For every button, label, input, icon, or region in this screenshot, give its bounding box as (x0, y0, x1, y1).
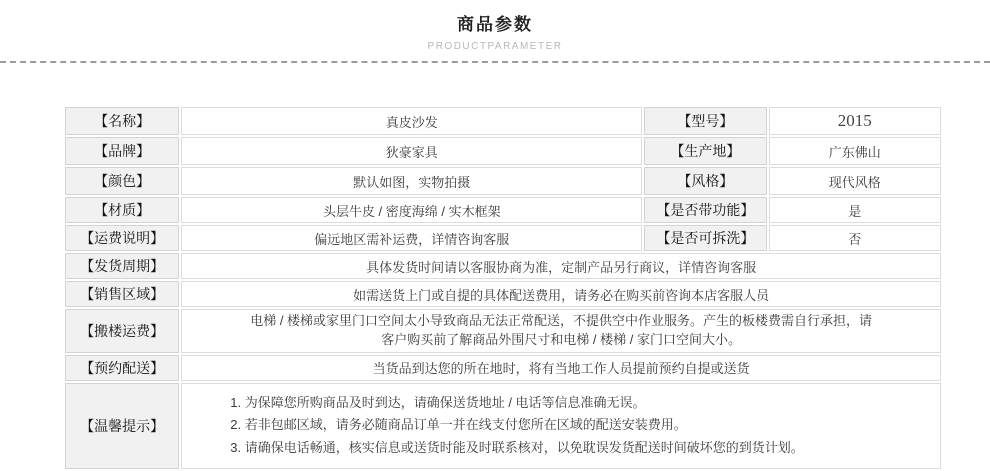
tip-line-3: 3. 请确保电话畅通，核实信息或送货时能及时联系核对，以免耽误发货配送时间破坏您的到货计划。 (230, 440, 804, 456)
table-row-shipping-washable (65, 225, 941, 251)
table-row-tips (65, 383, 941, 469)
product-params-table (63, 105, 943, 471)
param-value-delivery-cycle: 具体发货时间请以客服协商为准，定制产品另行商议，详情咨询客服 (181, 253, 941, 279)
param-value-origin: 广东佛山 (769, 137, 941, 165)
param-value-has-function: 是 (769, 197, 941, 223)
tip-line-1: 1. 为保障您所购商品及时到达，请确保送货地址 / 电话等信息准确无误。 (230, 394, 646, 410)
param-value-moving-fee (181, 309, 941, 353)
param-value-model: 2015 (769, 107, 941, 135)
param-label-tips: 【温馨提示】 (65, 383, 179, 469)
table-row-sales-region (65, 281, 941, 307)
param-label-washable: 【是否可拆洗】 (644, 225, 766, 251)
moving-fee-line-1: 电梯 / 楼梯或家里门口空间太小导致商品无法正常配送，不提供空中作业服务。产生的板楼费需自行承担，请 (250, 313, 873, 328)
param-label-origin: 【生产地】 (644, 137, 766, 165)
param-value-sales-region: 如需送货上门或自提的具体配送费用，请务必在购买前咨询本店客服人员 (181, 281, 941, 307)
param-value-shipping-note: 偏远地区需补运费，详情咨询客服 (181, 225, 642, 251)
dashed-divider (0, 61, 990, 63)
param-value-tips (181, 383, 941, 469)
param-label-delivery-cycle: 【发货周期】 (65, 253, 179, 279)
page-title: 商品参数 (457, 15, 533, 34)
param-label-model: 【型号】 (644, 107, 766, 135)
param-value-brand: 狄豪家具 (181, 137, 642, 165)
table-row-delivery-cycle (65, 253, 941, 279)
param-value-style: 现代风格 (769, 167, 941, 195)
tip-line-2: 2. 若非包邮区域，请务必随商品订单一并在线支付您所在区域的配送安装费用。 (230, 417, 687, 433)
param-value-color: 默认如图，实物拍摄 (181, 167, 642, 195)
param-label-sales-region: 【销售区域】 (65, 281, 179, 307)
table-row-moving-fee (65, 309, 941, 353)
table-row-appointment-delivery (65, 355, 941, 381)
param-label-brand: 【品牌】 (65, 137, 179, 165)
table-row-name-model (65, 107, 941, 135)
moving-fee-line-2: 客户购买前了解商品外围尺寸和电梯 / 楼梯 / 家门口空间大小。 (381, 331, 741, 347)
param-label-appointment-delivery: 【预约配送】 (65, 355, 179, 381)
table-row-brand-origin (65, 137, 941, 165)
param-label-color: 【颜色】 (65, 167, 179, 195)
table-row-color-style (65, 167, 941, 195)
param-value-appointment-delivery: 当货品到达您的所在地时，将有当地工作人员提前预约自提或送货 (181, 355, 941, 381)
param-value-material: 头层牛皮 / 密度海绵 / 实木框架 (181, 197, 642, 223)
param-label-has-function: 【是否带功能】 (644, 197, 766, 223)
param-label-style: 【风格】 (644, 167, 766, 195)
param-label-shipping-note: 【运费说明】 (65, 225, 179, 251)
page-header (0, 0, 990, 52)
param-label-moving-fee: 【搬楼运费】 (65, 309, 179, 353)
page-subtitle: PRODUCTPARAMETER (427, 41, 563, 52)
table-row-material-function (65, 197, 941, 223)
param-value-name: 真皮沙发 (181, 107, 642, 135)
param-label-material: 【材质】 (65, 197, 179, 223)
param-value-washable: 否 (769, 225, 941, 251)
param-label-name: 【名称】 (65, 107, 179, 135)
